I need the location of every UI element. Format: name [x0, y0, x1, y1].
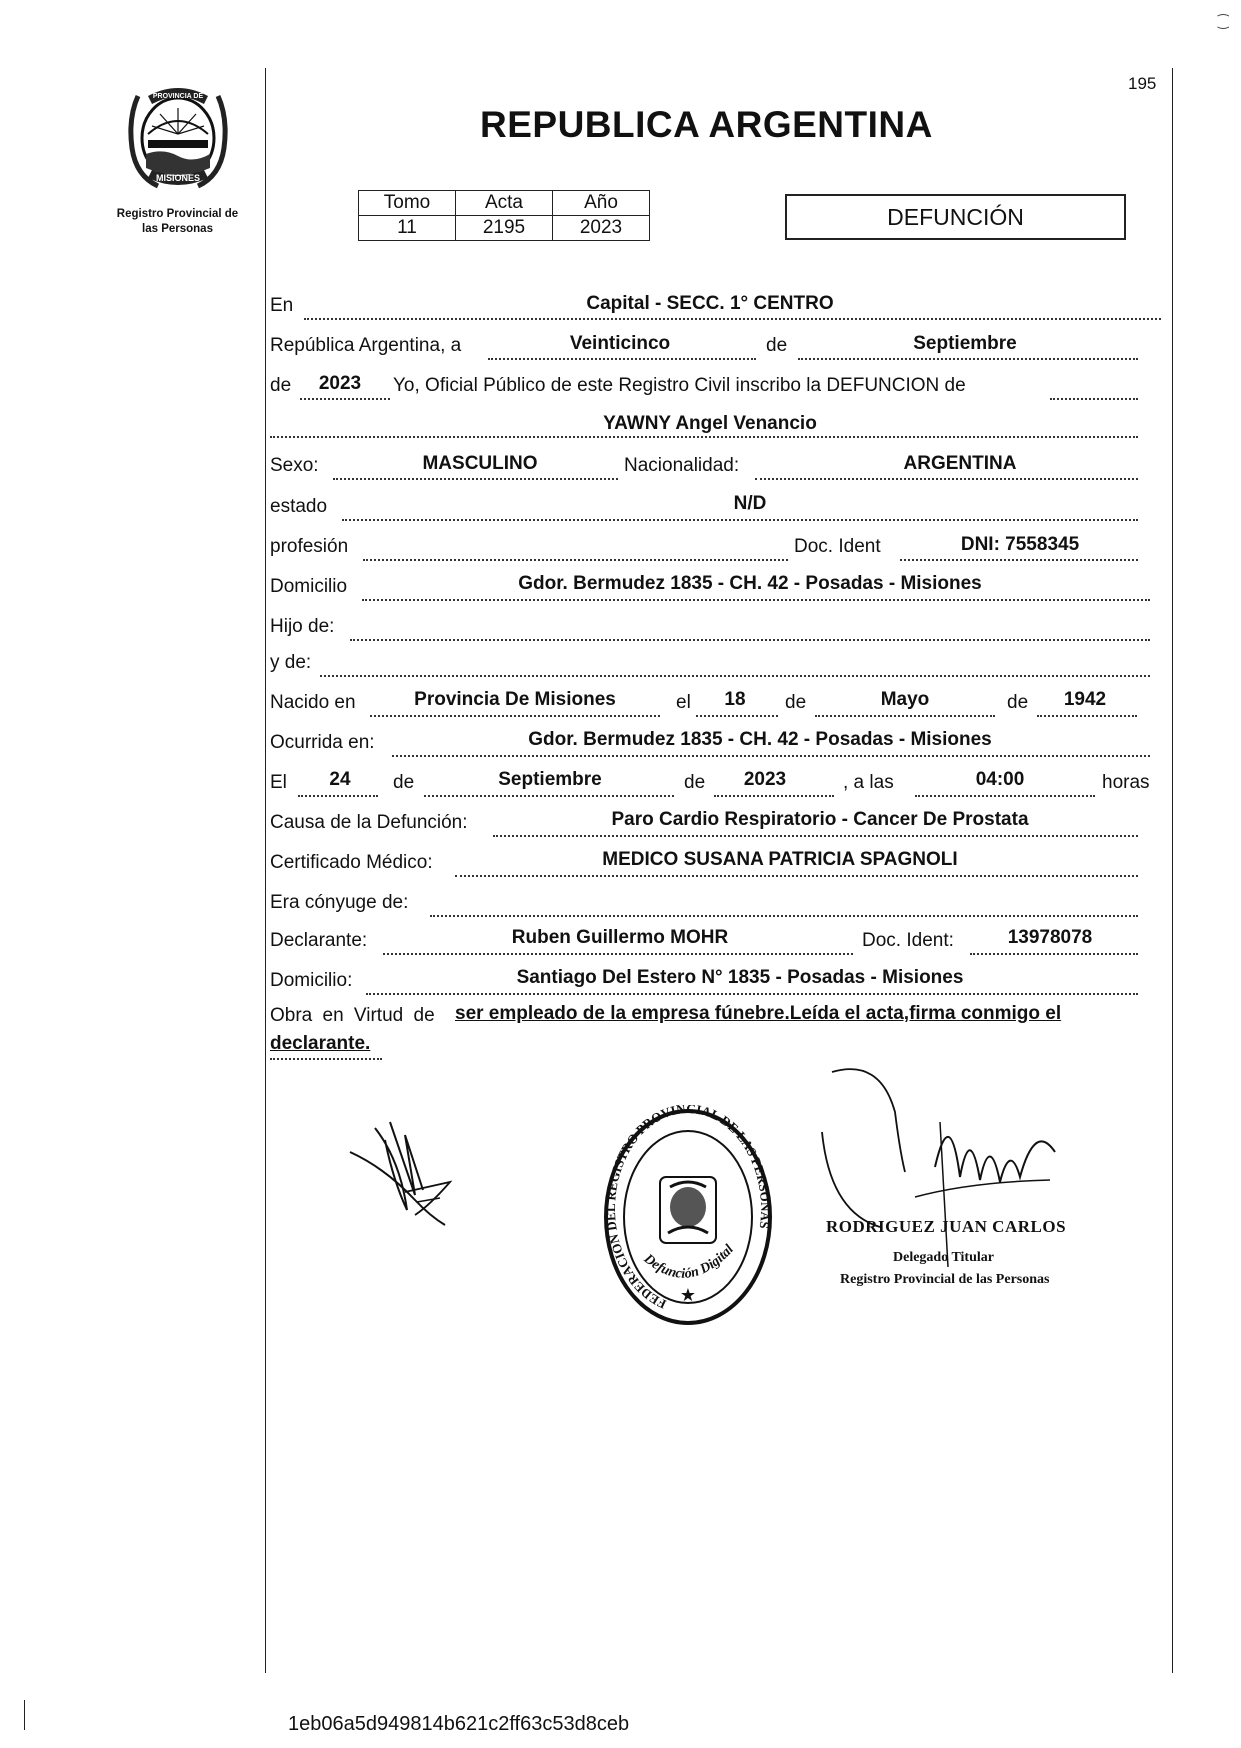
registry-caption-line-1: Registro Provincial de [116, 208, 239, 220]
decl-doc-dots [970, 953, 1138, 955]
birth-year-dots [1037, 715, 1137, 717]
official-stamp [598, 1105, 778, 1330]
certificado-label: Certificado Médico: [270, 852, 433, 873]
nacido-dots [370, 715, 660, 717]
death-time-dots [915, 795, 1095, 797]
year-prefix-label: de [270, 375, 292, 396]
document-title: REPUBLICA ARGENTINA [480, 104, 933, 145]
birth-month-dots [815, 715, 995, 717]
domicilio-label: Domicilio [270, 576, 348, 597]
tomo-header: Tomo [359, 191, 456, 216]
act-table [358, 190, 650, 241]
logo-top-text: PROVINCIA DE [152, 93, 204, 100]
anio-header: Año [553, 191, 650, 216]
registry-caption-line-2: las Personas [142, 223, 213, 235]
stamp-inner-text: Defunción Digital [640, 1242, 737, 1282]
nacionalidad-dots [755, 478, 1138, 480]
nacido-value: Provincia De Misiones [414, 689, 616, 710]
republica-day-dots [488, 358, 756, 360]
hijo-dots [350, 639, 1150, 641]
birth-el-label: el [676, 692, 691, 713]
declarante-value: Ruben Guillermo MOHR [511, 927, 729, 948]
act-type-box: DEFUNCIÓN [785, 194, 1126, 240]
logo-bottom-text: MISIONES [155, 173, 201, 183]
obra-label: Obra en Virtud de [270, 1005, 435, 1026]
obra-dots [270, 1058, 382, 1060]
statement-text: Yo, Oficial Público de este Registro Civil inscribo la DEFUNCION de [393, 375, 966, 396]
a-las-label: , a las [843, 772, 894, 793]
ocurrida-value: Gdor. Bermudez 1835 - CH. 42 - Posadas - Misiones [528, 729, 992, 750]
birth-de1-label: de [785, 692, 807, 713]
en-value: Capital - SECC. 1° CENTRO [586, 293, 834, 314]
certificado-dots [455, 875, 1138, 877]
declarante-label: Declarante: [270, 930, 368, 951]
nacionalidad-value: ARGENTINA [903, 453, 1017, 474]
death-de2-label: de [684, 772, 706, 793]
domicilio-dots [362, 599, 1150, 601]
domicilio-value: Gdor. Bermudez 1835 - CH. 42 - Posadas - Misiones [518, 573, 982, 594]
republica-label: República Argentina, a [270, 335, 462, 356]
declarant-signature [345, 1120, 475, 1230]
statement-dots [1050, 398, 1138, 400]
en-label: En [270, 295, 294, 316]
decl-domicilio-label: Domicilio: [270, 970, 353, 991]
death-month-dots [424, 795, 674, 797]
death-time-value: 04:00 [975, 769, 1025, 790]
registry-caption [100, 207, 255, 237]
yde-dots [320, 675, 1150, 677]
decl-domicilio-value: Santiago Del Estero N° 1835 - Posadas - Misiones [516, 967, 964, 988]
ocurrida-label: Ocurrida en: [270, 732, 375, 753]
doc-ident-dots [900, 559, 1138, 561]
stamp-star-icon: ★ [679, 1285, 697, 1305]
official-name: RODRIGUEZ JUAN CARLOS [826, 1217, 1067, 1236]
republica-month-value: Septiembre [913, 333, 1017, 354]
horas-label: horas [1102, 772, 1150, 793]
hijo-label: Hijo de: [270, 616, 335, 637]
conyuge-label: Era cónyuge de: [270, 892, 409, 913]
official-office: Registro Provincial de las Personas [840, 1272, 1050, 1287]
birth-day-value: 18 [724, 689, 746, 710]
act-table-value-row [359, 216, 650, 241]
decl-doc-label: Doc. Ident: [862, 930, 954, 951]
republica-de-label: de [766, 335, 788, 356]
decl-domicilio-dots [366, 993, 1138, 995]
declarante-dots [383, 953, 853, 955]
death-el-label: El [270, 772, 287, 793]
year-dots [300, 398, 390, 400]
death-year-dots [714, 795, 834, 797]
decl-doc-value: 13978078 [1007, 927, 1093, 948]
footer-hash: 1eb06a5d949814b621c2ff63c53d8ceb [288, 1713, 630, 1735]
acta-value: 2195 [456, 216, 553, 241]
doc-ident-value: DNI: 7558345 [960, 534, 1080, 555]
stamp-ring-text: FEDERACIÓN DEL REGISTRO PROVINCIAL DE LAS PERSONAS [603, 1105, 774, 1312]
tomo-value: 11 [359, 216, 456, 241]
death-de1-label: de [393, 772, 415, 793]
causa-value: Paro Cardio Respiratorio - Cancer De Prostata [611, 809, 1029, 830]
profesion-label: profesión [270, 536, 349, 557]
birth-month-value: Mayo [880, 689, 930, 710]
nacionalidad-label: Nacionalidad: [624, 455, 740, 476]
sexo-value: MASCULINO [422, 453, 538, 474]
obra-value-line-2: declarante. [270, 1033, 371, 1054]
birth-year-value: 1942 [1063, 689, 1107, 710]
sexo-label: Sexo: [270, 455, 319, 476]
estado-dots [342, 519, 1138, 521]
republica-day-value: Veinticinco [569, 333, 671, 354]
doc-ident-label: Doc. Ident [794, 536, 881, 557]
birth-day-dots [696, 715, 778, 717]
certificado-value: MEDICO SUSANA PATRICIA SPAGNOLI [602, 849, 958, 870]
nacido-label: Nacido en [270, 692, 356, 713]
bottom-left-mark [24, 1700, 25, 1730]
year-value: 2023 [318, 373, 362, 394]
causa-label: Causa de la Defunción: [270, 812, 468, 833]
causa-dots [493, 835, 1138, 837]
en-dots [304, 318, 1161, 320]
birth-de2-label: de [1007, 692, 1029, 713]
act-table-header-row [359, 191, 650, 216]
profesion-dots [363, 559, 788, 561]
misiones-logo [118, 78, 238, 196]
ocurrida-dots [392, 755, 1150, 757]
death-day-value: 24 [329, 769, 351, 790]
sexo-dots [333, 478, 618, 480]
anio-value: 2023 [553, 216, 650, 241]
deceased-name-dots [270, 436, 1138, 438]
official-role: Delegado Titular [893, 1250, 994, 1265]
obra-value-line-1: ser empleado de la empresa fúnebre.Leída el acta,firma conmigo el [455, 1003, 1062, 1024]
left-margin-line [265, 68, 266, 1673]
deceased-name-value: YAWNY Angel Venancio [603, 413, 817, 434]
republica-month-dots [798, 358, 1138, 360]
estado-label: estado [270, 496, 328, 517]
page-number: 195 [1128, 74, 1157, 93]
corner-mark: ⁐ [1218, 14, 1229, 29]
conyuge-dots [430, 915, 1138, 917]
acta-header: Acta [456, 191, 553, 216]
yde-label: y de: [270, 652, 312, 673]
death-month-value: Septiembre [498, 769, 602, 790]
estado-value: N/D [733, 493, 767, 514]
right-margin-line [1172, 68, 1173, 1673]
death-year-value: 2023 [743, 769, 787, 790]
death-day-dots [298, 795, 378, 797]
svg-text:Defunción Digital [640, 1242, 737, 1282]
